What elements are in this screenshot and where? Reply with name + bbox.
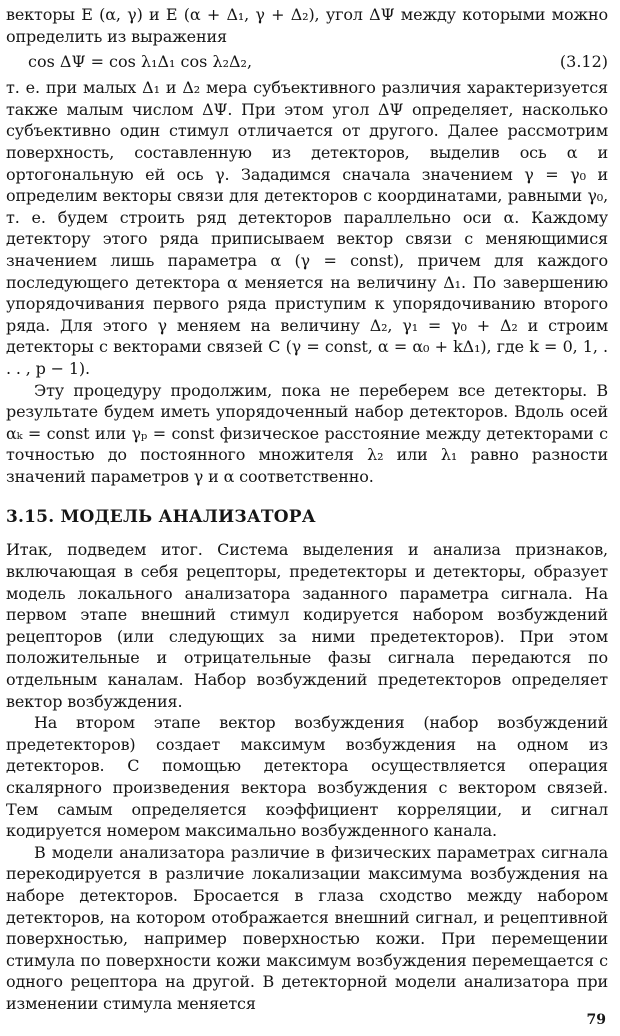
section-heading: 3.15. МОДЕЛЬ АНАЛИЗАТОРА [6,507,316,528]
paragraph-bottom-0: Итак, подведем итог. Система выделения и анализа признаков, включающая в себя рецепторы, предетекторы и детекторы, образует модель локального анализатора заданного параметра сигнала. На первом этапе внешний стимул кодируется набором возбуждений рецепторов (или следующих за ними предетекторов). При этом положительные и отрицательные фазы сигнала передаются по отдельным каналам. Набор возбуждений предетекторов определяет вектор возбуждения. [6,540,608,711]
equation-number: (3.12) [559,52,608,72]
equation-row [6,47,608,77]
paragraph-mid-0: т. е. при малых Δ₁ и Δ₂ мера субъективного различия характеризуется также малым числом ΔΨ. При этом угол ΔΨ определяет, насколько субъективно один стимул отличается от другого. Далее рассмотрим поверхность, составленную из детекторов, выделив ось α и ортогональную ей ось γ. Зададимся сначала значением γ = γ₀ и определим векторы связи для детекторов с координатами, равными γ₀, т. е. будем строить ряд детекторов параллельно оси α. Каждому детектору этого ряда приписываем вектор связи с меняющимися значением лишь параметра α (γ = const), причем для каждого последующего детектора α меняется на величину Δ₁. По завершению упорядочивания первого ряда приступим к упорядочиванию второго ряда. Для этого γ меняем на величину Δ₂, γ₁ = γ₀ + Δ₂ и строим детекторы с векторами связей C (γ = const, α = α₀ + kΔ₁), где k = 0, 1, . . . , p − 1). [6,78,608,378]
equation-formula: cos ΔΨ = cos λ₁Δ₁ cos λ₂Δ₂, [28,52,253,72]
paragraph-top-0: векторы E (α, γ) и E (α + Δ₁, γ + Δ₂), угол ΔΨ между которыми можно определить из выражения [6,5,608,46]
paragraph-bottom-2: В модели анализатора различие в физических параметрах сигнала перекодируется в различие локализации максимума возбуждения на наборе детекторов. Бросается в глаза сходство между набором детекторов, на котором отображается внешний сигнал, и рецептивной поверхностью, например поверхностью кожи. При перемещении стимула по поверхности кожи максимум возбуждения перемещается с одного рецептора на другой. В детекторной модели анализатора при изменении стимула меняется [6,842,608,1013]
paragraph-bottom-1: На втором этапе вектор возбуждения (набор возбуждений предетекторов) создает максимум возбуждения на одном из детекторов. С помощью детектора осуществляется операция скалярного произведения вектора возбуждения с вектором связей. Тем самым определяется коэффициент корреляции, и сигнал кодируется номером максимально возбужденного канала. [6,713,608,841]
book-page [6,4,608,1015]
paragraph-mid-1: Эту процедуру продолжим, пока не переберем все детекторы. В результате будем иметь упорядоченный набор детекторов. Вдоль осей αₖ = const или γₚ = const физическое расстояние между детекторами с точностью до постоянного множителя λ₂ или λ₁ равно разности значений параметров γ и α соответственно. [6,380,608,486]
page-number: 79 [586,1012,606,1028]
